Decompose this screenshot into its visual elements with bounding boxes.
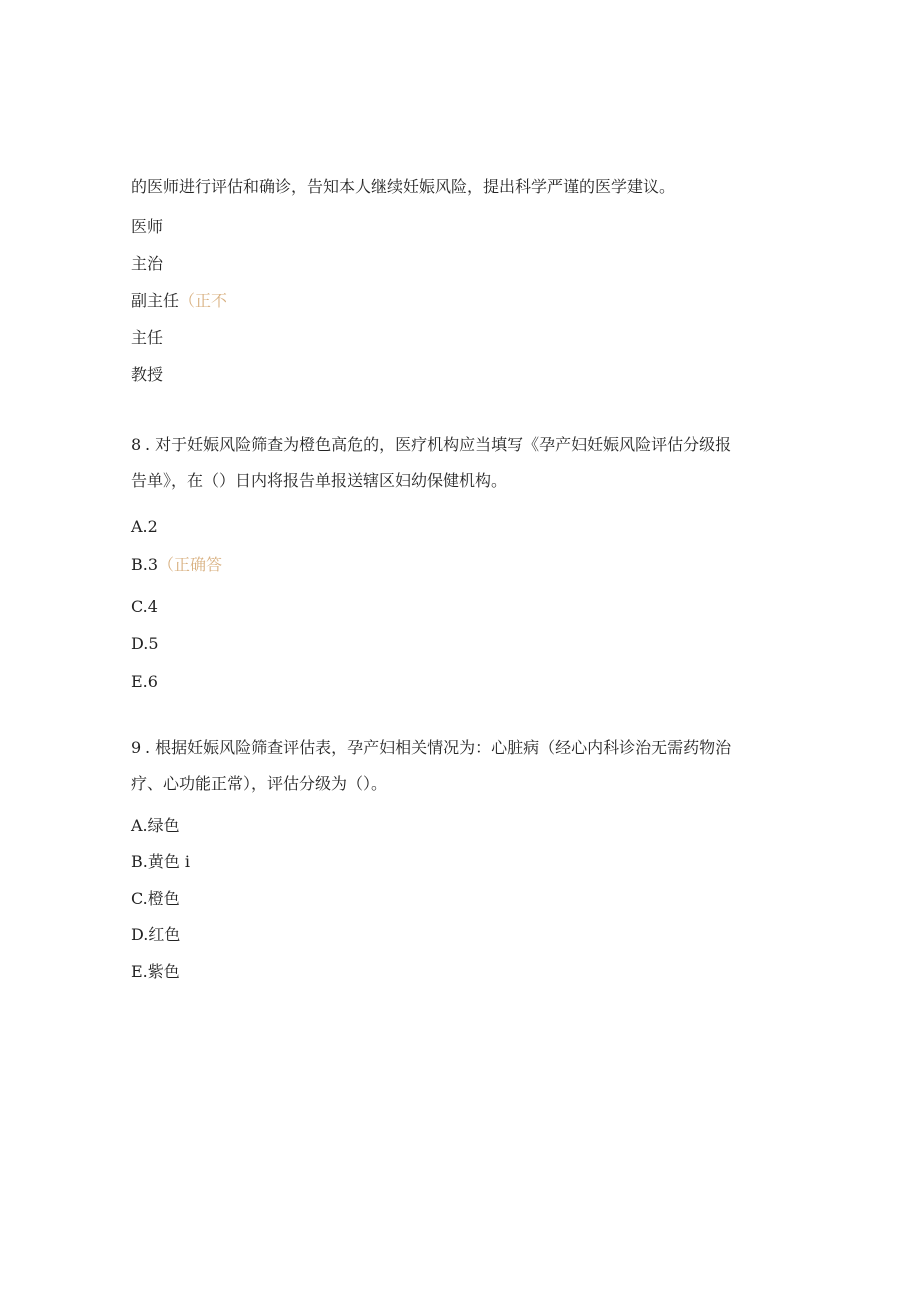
answer-mark: （正确答 (158, 555, 223, 574)
q9-option-b[interactable] (131, 851, 190, 873)
option-label: B.3 (131, 555, 159, 574)
question-8-stem-line2: 告单》，在（）日内将报告单报送辖区妇幼保健机构。 (131, 471, 508, 490)
question-9-stem-line2: 疗、心功能正常），评估分级为（）。 (131, 774, 388, 793)
q9-option-e[interactable] (131, 961, 180, 983)
q9-option-d[interactable] (131, 924, 180, 946)
question-text: . 根据妊娠风险筛查评估表，孕产妇相关情况为：心脏病（经心内科诊治无需药物治 (145, 738, 732, 757)
option-label: D.5 (131, 634, 159, 653)
question-stem-continuation: 的医师进行评估和确诊，告知本人继续妊娠风险，提出科学严谨的医学建议。 (131, 177, 676, 196)
q8-option-c[interactable] (131, 596, 158, 618)
option-physician[interactable] (131, 216, 163, 238)
option-label: D.红色 (131, 925, 181, 944)
option-associate-chief[interactable] (131, 290, 227, 312)
option-label: E.紫色 (131, 962, 180, 981)
q8-option-b[interactable] (131, 554, 222, 576)
question-number: 8 (131, 435, 142, 454)
option-label: 副主任 (131, 291, 180, 310)
option-label: 主治 (131, 254, 164, 273)
q8-option-d[interactable] (131, 633, 159, 655)
option-chief[interactable] (131, 327, 163, 349)
option-label: A.绿色 (131, 816, 180, 835)
question-9-stem-line1 (131, 737, 731, 759)
question-number: 9 (131, 738, 142, 757)
q8-option-e[interactable] (131, 671, 158, 693)
q9-option-a[interactable] (131, 815, 180, 837)
answer-mark: （正不 (179, 291, 228, 310)
option-professor[interactable] (131, 364, 163, 386)
q9-option-c[interactable] (131, 888, 180, 910)
option-attending[interactable] (131, 253, 163, 275)
option-label: C.橙色 (131, 889, 180, 908)
option-label: E.6 (131, 672, 158, 691)
option-label: 教授 (131, 365, 164, 384)
question-8-stem-line1 (131, 434, 731, 456)
option-label: 医师 (131, 217, 164, 236)
option-label: B.黄色 i (131, 852, 191, 871)
q8-option-a[interactable] (131, 516, 158, 538)
option-label: A.2 (131, 517, 158, 536)
option-label: C.4 (131, 597, 158, 616)
option-label: 主任 (131, 328, 164, 347)
question-text: . 对于妊娠风险筛查为橙色高危的，医疗机构应当填写《孕产妇妊娠风险评估分级报 (145, 435, 732, 454)
